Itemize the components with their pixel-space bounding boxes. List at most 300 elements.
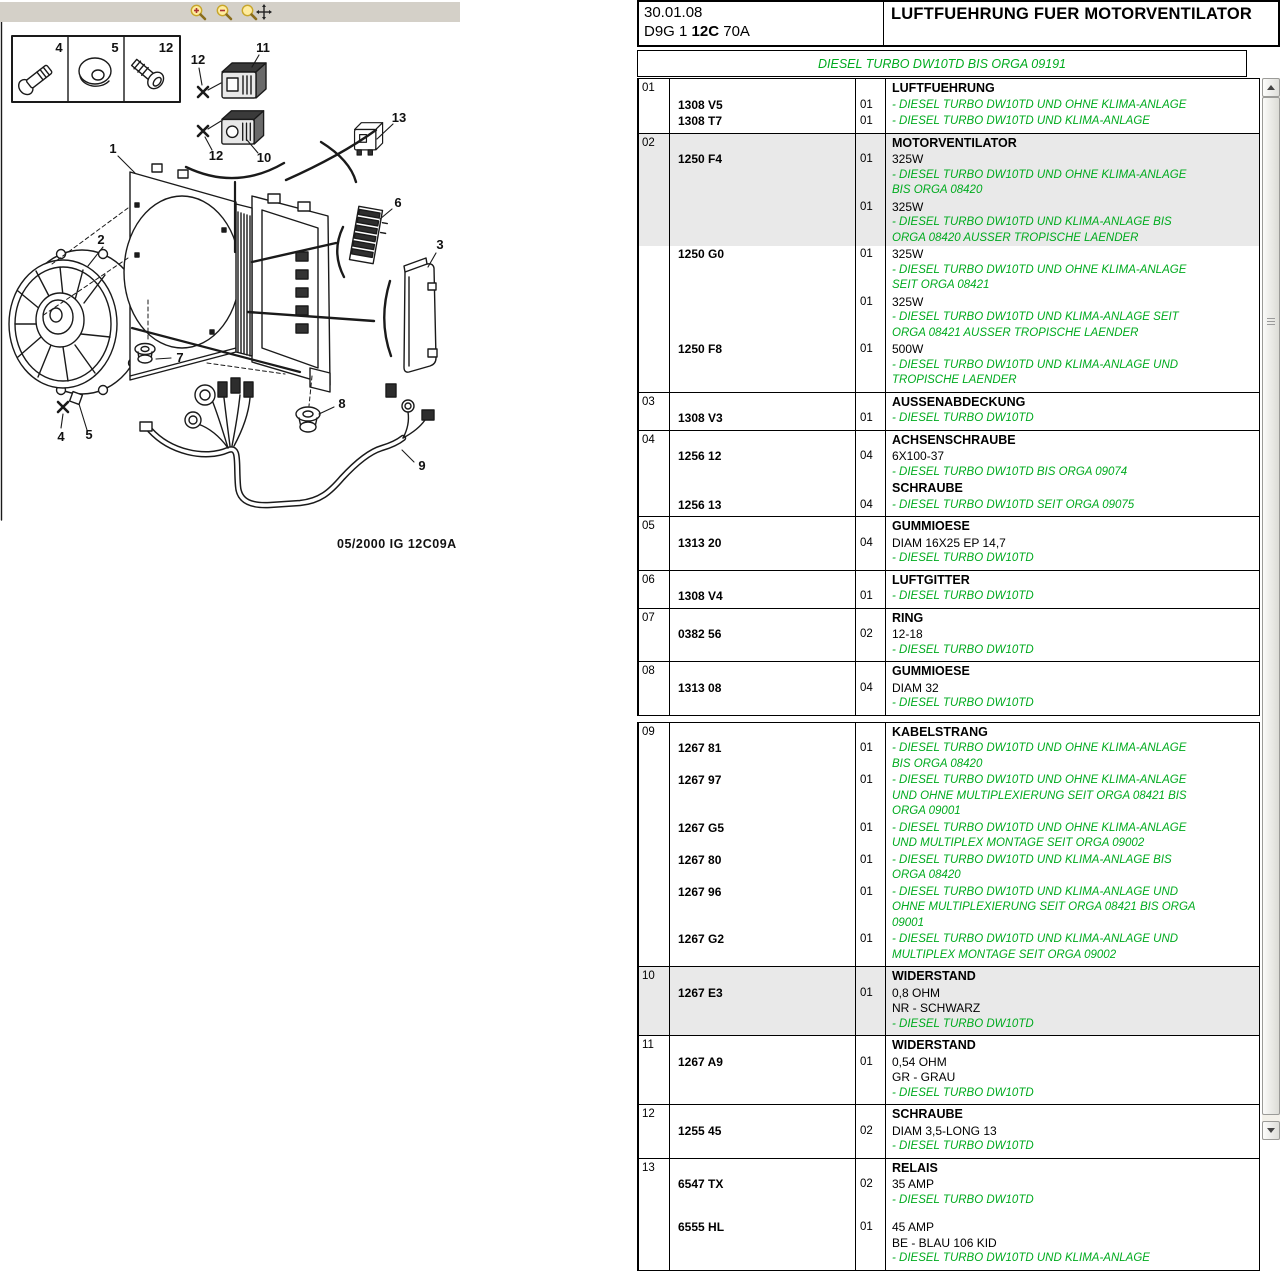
quantity-cell: 01 [855,884,885,932]
code-prefix: D9G 1 [644,23,692,40]
description-cell [885,967,1259,985]
description-cell [885,410,1259,430]
item-number-cell: 05 [642,520,655,532]
text-row [639,662,1259,680]
applicability-note: - DIESEL TURBO DW10TD [892,643,1034,656]
item-number-cell: 01 [642,82,655,94]
description-cell [885,1123,1259,1158]
quantity-cell [855,431,885,449]
applicability-note: - DIESEL TURBO DW10TD [892,590,1034,602]
part-row[interactable] [639,448,1259,480]
part-spec: DIAM 32 [892,680,939,695]
part-number-cell [669,723,855,741]
scrollbar-grip [1267,318,1275,326]
vertical-scrollbar[interactable] [1262,78,1280,1140]
item-number-cell [639,151,669,199]
quantity-cell [855,1105,885,1123]
part-spec: BE - BLAU 106 KID [892,1235,997,1250]
part-number-cell [669,294,855,342]
part-number-cell [669,571,855,589]
applicability-note: - DIESEL TURBO DW10TD BIS ORGA 09074 [892,465,1128,478]
description-cell [885,1036,1259,1054]
part-row[interactable] [639,588,1259,608]
callout-label-12: 12 [190,52,206,67]
part-number-cell[interactable]: 1267 G2 [669,931,855,966]
part-number-cell [669,393,855,411]
quantity-cell: 02 [855,1176,885,1208]
item-number-cell [639,448,669,480]
item-number-cell [639,199,669,247]
part-row[interactable] [639,820,1259,852]
part-title: WIDERSTAND [892,1038,976,1052]
legend-screw-drawing [128,56,166,92]
applicability-note: - DIESEL TURBO DW10TD [892,552,1034,564]
part-number-cell[interactable]: 1308 V4 [669,588,855,608]
part-row[interactable] [639,852,1259,884]
quantity-cell: 01 [855,151,885,199]
part-number-cell[interactable]: 1267 E3 [669,985,855,1036]
parts-table [637,78,1260,1271]
item-number-cell [639,985,669,1036]
part-number-cell[interactable]: 1308 V3 [669,410,855,430]
part-number-cell[interactable]: 1250 F8 [669,341,855,392]
description-cell [885,517,1259,535]
item-number-cell [639,246,669,294]
part-row[interactable] [639,1176,1259,1208]
part-title: SCHRAUBE [892,481,963,495]
quantity-cell [855,662,885,680]
part-row[interactable] [639,931,1259,966]
scroll-down-button[interactable] [1262,1121,1280,1140]
item-number-cell: 04 [642,433,655,446]
part-number-cell[interactable]: 1256 13 [669,497,855,517]
part-number-cell[interactable]: 1313 08 [669,680,855,715]
item-number-cell [639,1054,669,1105]
relay-13-drawing [355,123,383,155]
description-cell [885,151,1259,199]
description-cell [885,97,1259,114]
description-cell [885,113,1259,133]
part-number-cell [669,517,855,535]
quantity-cell: 01 [855,97,885,114]
quantity-cell: 04 [855,497,885,517]
applicability-note: - DIESEL TURBO DW10TD [892,412,1034,424]
quantity-cell: 01 [855,852,885,884]
item-number-cell [639,97,669,114]
text-row [639,1105,1259,1123]
part-number-cell [669,1036,855,1054]
part-spec: GR - GRAU [892,1070,956,1084]
description-cell [885,609,1259,627]
item-number-cell: 07 [642,611,655,624]
part-title: RING [892,610,924,625]
text-row [639,393,1259,411]
item-number-cell [639,884,669,932]
callout-label-1: 1 [109,141,117,156]
description-cell [885,820,1259,852]
item-number-cell: 03 [642,395,655,408]
item-number-cell [639,588,669,608]
part-row[interactable] [639,246,1259,294]
catalog-item-11 [639,1035,1259,1104]
part-row[interactable] [639,97,1259,114]
applicability-note: - DIESEL TURBO DW10TD [892,697,1034,709]
part-title: AUSSENABDECKUNG [892,394,1026,409]
description-cell [885,134,1259,152]
applicability-note: - DIESEL TURBO DW10TD UND KLIMA-ANLAGE UND MULTIPLEX MONTAGE SEIT ORGA 09002 [892,933,1179,961]
applicability-note: - DIESEL TURBO DW10TD UND KLIMA-ANLAGE BIS ORGA 08420 [892,853,1172,881]
description-cell [885,571,1259,589]
part-spec: 45 AMP [892,1220,935,1234]
part-number-cell[interactable]: 1250 G0 [669,246,855,294]
description-cell [885,1176,1259,1208]
quantity-cell [855,967,885,985]
part-number-cell[interactable]: 1250 F4 [669,151,855,199]
quantity-cell: 01 [855,341,885,392]
zoom-in-button[interactable] [188,3,208,21]
part-number-cell[interactable]: 1267 80 [669,852,855,884]
table-section-2 [637,722,1260,1271]
quantity-cell: 01 [855,410,885,430]
description-cell [885,1208,1259,1270]
callout-label-4: 4 [57,429,65,444]
part-number-cell [669,1105,855,1123]
part-number-cell[interactable]: 1267 96 [669,884,855,932]
legend-box [12,36,180,102]
description-cell [885,680,1259,715]
quantity-cell [855,609,885,627]
quantity-cell: 01 [855,246,885,294]
part-title: KABELSTRANG [892,724,988,739]
description-cell [885,740,1259,772]
table-section-1 [637,78,1260,716]
text-row [639,517,1259,535]
item-number-cell [639,480,669,497]
applicability-note: - DIESEL TURBO DW10TD UND KLIMA-ANLAGE UND TROPISCHE LAENDER [892,358,1179,386]
variant-banner [637,50,1247,77]
item-number-cell [639,410,669,430]
part-row[interactable] [639,626,1259,661]
quantity-cell [855,480,885,497]
part-row[interactable] [639,884,1259,932]
part-row[interactable] [639,1123,1259,1158]
grille-drawing [349,206,389,265]
callout-label-5: 5 [111,40,119,55]
callout-label-10: 10 [256,150,272,165]
quantity-cell: 02 [855,1123,885,1158]
applicability-note: - DIESEL TURBO DW10TD [892,1140,1034,1152]
text-row [639,967,1259,985]
callout-label-9: 9 [418,458,426,473]
item-number-cell [639,1176,669,1208]
part-row[interactable] [639,740,1259,772]
description-cell [885,393,1259,411]
catalog-item-07 [639,608,1259,662]
part-number-cell[interactable]: 1267 97 [669,772,855,820]
callout-label-12: 12 [158,40,174,55]
catalog-header-left [639,2,884,45]
catalog-header [637,0,1280,47]
part-title: GUMMIOESE [892,664,970,678]
part-number-cell [669,431,855,449]
callout-label-8: 8 [338,396,346,411]
item-number-cell: 02 [639,134,669,152]
part-row[interactable] [639,535,1259,570]
part-number-cell[interactable]: 6547 TX [669,1176,855,1208]
variant-banner-text: DIESEL TURBO DW10TD BIS ORGA 09191 [818,56,1066,71]
zoom-in-icon [189,3,207,21]
quantity-cell [855,723,885,741]
description-cell [885,772,1259,820]
catalog-item-12 [639,1104,1259,1158]
text-row [639,480,1259,497]
catalog-item-03 [639,392,1259,430]
part-title: GUMMIOESE [892,519,970,533]
exploded-diagram [0,0,637,580]
quantity-cell [855,1159,885,1177]
part-row[interactable] [639,1054,1259,1105]
applicability-note: - DIESEL TURBO DW10TD UND KLIMA-ANLAGE SEIT ORGA 08421 AUSSER TROPISCHE LAENDER [892,311,1179,339]
part-number-cell[interactable]: 1308 T7 [669,113,855,133]
part-number-cell [669,79,855,97]
callout-label-13: 13 [391,110,407,125]
diagram-caption: 05/2000 IG 12C09A [337,537,457,551]
quantity-cell: 04 [855,535,885,570]
description-cell [885,723,1259,741]
item-number-cell [639,680,669,715]
part-title: LUFTFUEHRUNG [892,81,995,95]
relay-10-drawing [222,111,264,144]
part-row[interactable] [639,113,1259,133]
part-number-cell[interactable]: 1267 81 [669,740,855,772]
quantity-cell: 01 [855,1054,885,1105]
zoom-pan-icon [240,3,272,21]
part-spec: DIAM 3,5-LONG 13 [892,1123,997,1138]
part-number-cell [669,480,855,497]
quantity-cell: 01 [855,1208,885,1270]
part-number-cell[interactable]: 1308 V5 [669,97,855,114]
part-title: SCHRAUBE [892,1107,963,1121]
catalog-item-08 [639,661,1259,715]
catalog-item-02 [639,133,1259,392]
part-spec: 0,8 OHM [892,985,941,1000]
quantity-cell: 02 [855,626,885,661]
part-number-cell [669,662,855,680]
part-number-cell[interactable]: 1267 A9 [669,1054,855,1105]
part-title: RELAIS [892,1160,938,1175]
zoom-pan-button[interactable] [240,3,272,21]
quantity-cell [855,393,885,411]
diagram-panel [0,0,637,1150]
applicability-note: - DIESEL TURBO DW10TD UND KLIMA-ANLAGE [892,115,1150,127]
description-cell [885,497,1259,517]
part-row[interactable] [639,985,1259,1036]
catalog-item-05 [639,516,1259,570]
text-row [639,431,1259,449]
catalog-item-06 [639,570,1259,608]
part-spec: 35 AMP [892,1177,935,1191]
callout-label-5: 5 [85,427,93,442]
catalog-date: 30.01.08 [644,4,703,21]
quantity-cell: 01 [855,740,885,772]
part-spec: 325W [892,152,924,166]
quantity-cell [855,1036,885,1054]
description-cell [885,884,1259,932]
parts-table-panel [637,0,1280,1264]
description-cell [885,931,1259,966]
applicability-note: - DIESEL TURBO DW10TD UND OHNE KLIMA-ANLAGE BIS ORGA 08420 [892,742,1187,770]
item-number-cell [639,626,669,661]
quantity-cell: 01 [855,772,885,820]
code-suffix: 70A [719,23,750,40]
part-title: ACHSENSCHRAUBE [892,432,1016,447]
applicability-note: - DIESEL TURBO DW10TD [892,1193,1034,1206]
part-spec: 325W [892,247,924,261]
part-title: WIDERSTAND [892,969,976,983]
applicability-note: - DIESEL TURBO DW10TD UND KLIMA-ANLAGE UND OHNE MULTIPLEXIERUNG SEIT ORGA 08421 BIS ORGA 09001 [892,885,1196,929]
applicability-note: - DIESEL TURBO DW10TD UND OHNE KLIMA-ANLAGE UND MULTIPLEX MONTAGE SEIT ORGA 09002 [892,821,1187,849]
part-spec: 325W [892,294,924,309]
catalog-item-01 [639,79,1259,133]
item-number-cell [639,341,669,392]
callout-label-7: 7 [176,350,184,365]
legend-bolt-drawing [16,62,55,97]
part-spec: DIAM 16X25 EP 14,7 [892,535,1006,550]
part-number-cell[interactable]: 1255 45 [669,1123,855,1158]
item-number-cell: 12 [642,1108,655,1120]
text-row [639,571,1259,589]
quantity-cell: 01 [855,294,885,342]
description-cell [885,662,1259,680]
description-cell [885,448,1259,480]
applicability-note: - DIESEL TURBO DW10TD UND OHNE KLIMA-ANLAGE SEIT ORGA 08421 [892,263,1187,291]
part-spec: 6X100-37 [892,449,945,463]
description-cell [885,985,1259,1036]
item-number-cell [639,820,669,852]
part-row[interactable] [639,341,1259,392]
item-number-cell: 10 [639,967,669,985]
scroll-up-button[interactable] [1262,78,1280,97]
scrollbar-thumb[interactable] [1262,97,1280,1115]
catalog-item-13 [639,1158,1259,1270]
applicability-note: - DIESEL TURBO DW10TD SEIT ORGA 09075 [892,498,1135,511]
item-number-cell: 08 [642,665,655,677]
grommet-8-drawing [296,407,320,432]
quantity-cell: 04 [855,448,885,480]
part-spec: 325W [892,199,924,214]
part-number-cell[interactable]: 1256 12 [669,448,855,480]
description-cell [885,852,1259,884]
scroll-up-icon [1267,85,1275,90]
applicability-note: - DIESEL TURBO DW10TD UND OHNE KLIMA-ANLAGE [892,98,1187,111]
callout-label-12: 12 [208,148,224,163]
part-spec: NR - SCHWARZ [892,1001,981,1015]
part-number-cell[interactable]: 6555 HL [669,1208,855,1270]
part-number-cell[interactable]: 1313 20 [669,535,855,570]
part-row[interactable] [639,680,1259,715]
quantity-cell [855,79,885,97]
catalog-code [644,23,883,40]
item-number-cell: 11 [642,1039,654,1051]
part-title: LUFTGITTER [892,572,970,587]
quantity-cell [855,134,885,152]
quantity-cell [855,571,885,589]
text-row [639,723,1259,741]
part-number-cell [669,967,855,985]
item-number-cell [639,1123,669,1158]
part-row[interactable] [639,410,1259,430]
description-cell [885,1054,1259,1105]
description-cell [885,626,1259,661]
part-row[interactable] [639,497,1259,517]
applicability-note: - DIESEL TURBO DW10TD UND OHNE KLIMA-ANLAGE UND OHNE MULTIPLEXIERUNG SEIT ORGA 08421 BIS ORGA 09001 [892,774,1187,817]
callout-label-6: 6 [394,195,402,210]
applicability-note: - DIESEL TURBO DW10TD UND KLIMA-ANLAGE BIS ORGA 08420 AUSSER TROPISCHE LAENDER [892,216,1172,244]
applicability-note: - DIESEL TURBO DW10TD [892,1017,1034,1030]
catalog-item-10 [639,966,1259,1035]
item-number-cell: 13 [642,1161,655,1174]
zoom-out-icon [215,3,233,21]
callout-label-3: 3 [436,237,444,252]
part-spec: 500W [892,342,924,356]
fan-drawing [9,260,117,388]
page-title: LUFTFUEHRUNG FUER MOTORVENTILATOR [891,5,1253,23]
description-cell [885,1105,1259,1123]
part-number-cell[interactable]: 1267 G5 [669,820,855,852]
applicability-note: - DIESEL TURBO DW10TD [892,1086,1034,1099]
text-row [639,609,1259,627]
grommet-7-drawing [135,344,155,364]
quantity-cell: 01 [855,985,885,1036]
legend-grommet-drawing [79,58,111,86]
item-number-cell [639,772,669,820]
part-number-cell [669,609,855,627]
part-number-cell [669,1159,855,1177]
part-row[interactable] [639,1208,1259,1270]
quantity-cell: 01 [855,820,885,852]
relay-11-drawing [222,63,266,98]
zoom-out-button[interactable] [214,3,234,21]
description-cell [885,341,1259,392]
quantity-cell: 01 [855,199,885,247]
part-row[interactable] [639,772,1259,820]
text-row [639,294,1259,342]
quantity-cell: 04 [855,680,885,715]
quantity-cell [855,517,885,535]
part-number-cell [669,199,855,247]
text-row [639,1036,1259,1054]
code-group: 12C [691,23,720,40]
catalog-item-04 [639,430,1259,517]
item-number-cell [639,1208,669,1270]
description-cell [885,431,1259,449]
item-number-cell [639,294,669,342]
item-number-cell [639,497,669,517]
item-number-cell: 09 [642,725,655,738]
description-cell [885,1159,1259,1177]
quantity-cell: 01 [855,931,885,966]
zoom-toolbar [0,2,460,22]
scroll-down-icon [1267,1128,1275,1133]
part-number-cell [669,134,855,152]
item-number-cell [639,535,669,570]
description-cell [885,535,1259,570]
text-row [639,199,1259,247]
part-row[interactable] [639,151,1259,199]
item-number-cell: 06 [642,573,655,586]
catalog-item-09 [639,723,1259,967]
part-number-cell[interactable]: 0382 56 [669,626,855,661]
